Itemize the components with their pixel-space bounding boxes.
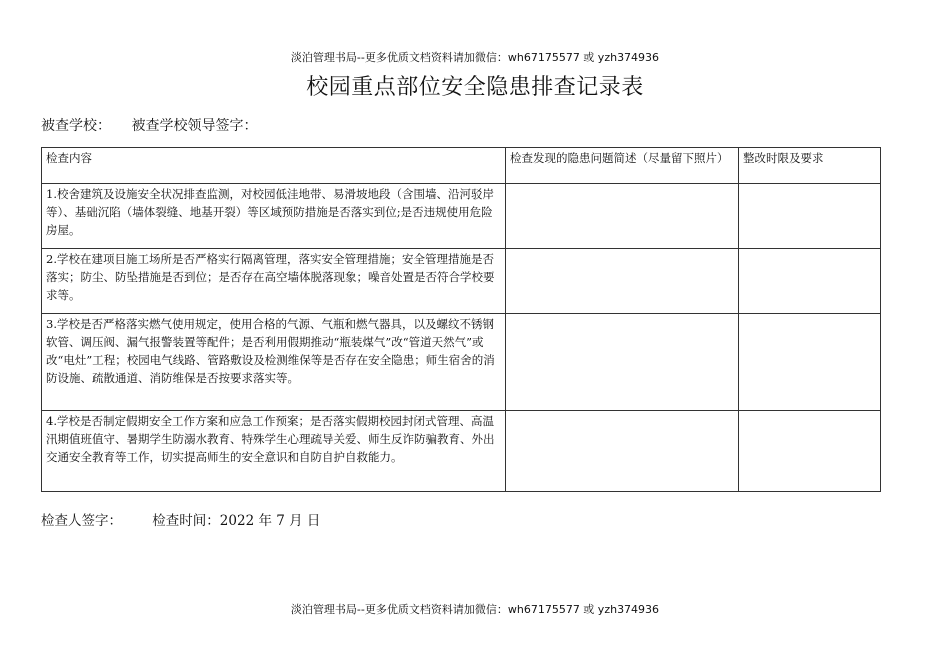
watermark-bottom: 淡泊管理书局--更多优质文档资料请加微信：wh67175577 或 yzh374936 <box>290 603 660 616</box>
inspection-time: 检查时间：2022 年 7 月 日 <box>152 513 321 529</box>
inspection-item-3: 3.学校是否严格落实燃气使用规定，使用合格的气源、气瓶和燃气器具，以及螺纹不锈钢软管、调压阀、漏气报警装置等配件；是否利用假期推动“瓶装煤气”改“管道天然气”或改“电灶”工程；校园电气线路、管路敷设及检测维保等是否存在安全隐患；师生宿舍的消防设施、疏散通道、消防维保是否按要求落实等。 <box>42 314 506 411</box>
school-label: 被查学校： <box>41 118 111 134</box>
table-row <box>42 411 881 492</box>
deadline-cell-3[interactable] <box>739 314 881 411</box>
table-header-row <box>42 148 881 184</box>
footer-fields <box>41 509 346 529</box>
watermark-top: 淡泊管理书局--更多优质文档资料请加微信：wh67175577 或 yzh374936 <box>290 51 660 64</box>
deadline-cell-1[interactable] <box>739 184 881 249</box>
deadline-cell-2[interactable] <box>739 249 881 314</box>
column-header-content: 检查内容 <box>42 148 506 184</box>
table-row <box>42 314 881 411</box>
inspection-table <box>41 147 881 492</box>
column-header-deadline: 整改时限及要求 <box>739 148 881 184</box>
issues-cell-1[interactable] <box>506 184 739 249</box>
leader-sign-label: 被查学校领导签字： <box>131 118 258 134</box>
issues-cell-2[interactable] <box>506 249 739 314</box>
column-header-issues: 检查发现的隐患问题简述（尽量留下照片） <box>506 148 739 184</box>
header-fields <box>41 115 273 135</box>
inspection-item-1: 1.校舍建筑及设施安全状况排查监测，对校园低洼地带、易滑坡地段（含围墙、沿河驳岸等）、基础沉陷（墙体裂缝、地基开裂）等区域预防措施是否落实到位;是否违规使用危险房屋。 <box>42 184 506 249</box>
page-title: 校园重点部位安全隐患排查记录表 <box>306 75 644 100</box>
inspection-item-2: 2.学校在建项目施工场所是否严格实行隔离管理，落实安全管理措施；安全管理措施是否落实；防尘、防坠措施是否到位；是否存在高空墙体脱落现象；噪音处置是否符合学校要求等。 <box>42 249 506 314</box>
table-row <box>42 249 881 314</box>
table-row <box>42 184 881 249</box>
issues-cell-4[interactable] <box>506 411 739 492</box>
inspector-sign-label: 检查人签字： <box>41 513 122 529</box>
inspection-item-4: 4.学校是否制定假期安全工作方案和应急工作预案；是否落实假期校园封闭式管理、高温汛期值班值守、暑期学生防溺水教育、特殊学生心理疏导关爱、师生反诈防骗教育、外出交通安全教育等工作，切实提高师生的安全意识和自防自护自救能力。 <box>42 411 506 492</box>
deadline-cell-4[interactable] <box>739 411 881 492</box>
issues-cell-3[interactable] <box>506 314 739 411</box>
